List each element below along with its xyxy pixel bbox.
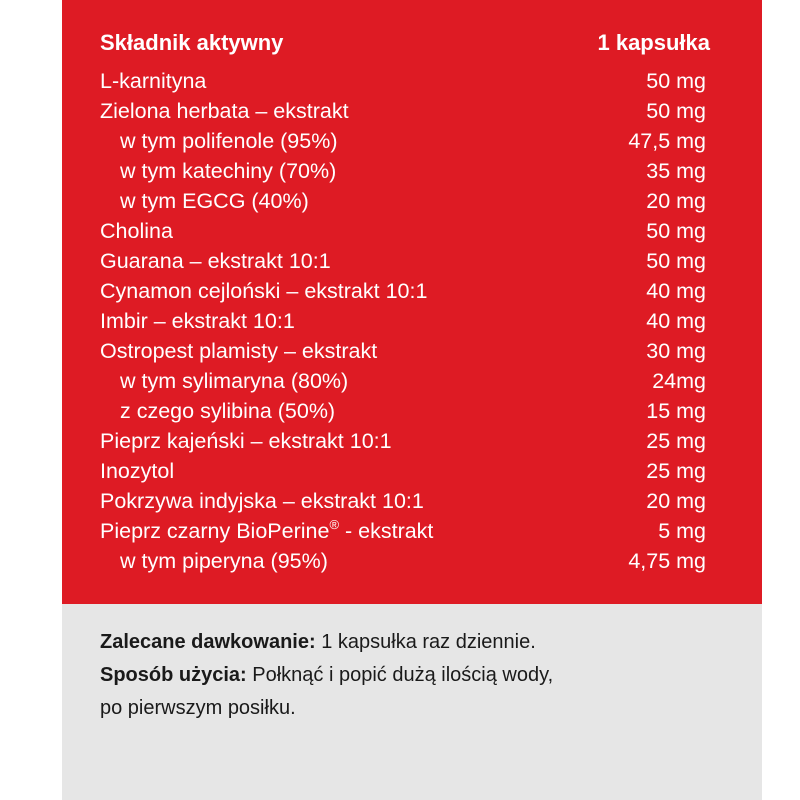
ingredient-name: L-karnityna xyxy=(100,69,207,93)
usage-line-2: po pierwszym posiłku. xyxy=(100,697,296,719)
table-row xyxy=(100,276,706,306)
table-row xyxy=(100,216,706,246)
dosage-text: 1 kapsułka raz dziennie. xyxy=(315,631,536,653)
ingredient-amount: 50 mg xyxy=(646,219,706,243)
table-row xyxy=(100,366,706,396)
ingredient-amount: 35 mg xyxy=(646,159,706,183)
ingredient-name: Zielona herbata – ekstrakt xyxy=(100,99,349,123)
table-row xyxy=(100,336,706,366)
ingredient-name: Guarana – ekstrakt 10:1 xyxy=(100,249,331,273)
ingredient-amount: 5 mg xyxy=(658,519,706,543)
ingredient-name: Pieprz kajeński – ekstrakt 10:1 xyxy=(100,429,392,453)
ingredient-amount: 40 mg xyxy=(646,309,706,333)
ingredients-panel xyxy=(62,0,762,604)
usage-line xyxy=(100,659,720,692)
ingredient-name: w tym katechiny (70%) xyxy=(120,159,337,183)
registered-trademark-mark: ® xyxy=(329,517,340,532)
ingredient-amount: 20 mg xyxy=(646,489,706,513)
instructions-text xyxy=(100,626,720,725)
table-row xyxy=(100,186,706,216)
ingredient-amount: 40 mg xyxy=(646,279,706,303)
ingredient-name: Inozytol xyxy=(100,459,175,483)
ingredient-amount: 24mg xyxy=(652,369,706,393)
table-row xyxy=(100,546,706,576)
ingredient-amount: 15 mg xyxy=(646,399,706,423)
ingredient-name: Pokrzywa indyjska – ekstrakt 10:1 xyxy=(100,489,424,513)
table-row xyxy=(100,156,706,186)
ingredient-name-suffix: - ekstrakt xyxy=(339,519,434,543)
ingredient-name: Ostropest plamisty – ekstrakt xyxy=(100,339,378,363)
ingredient-amount: 20 mg xyxy=(646,189,706,213)
table-row xyxy=(100,66,706,96)
ingredient-name: w tym piperyna (95%) xyxy=(120,549,328,573)
table-row xyxy=(100,246,706,276)
ingredient-amount: 50 mg xyxy=(646,69,706,93)
ingredient-amount: 47,5 mg xyxy=(628,129,706,153)
ingredient-name: z czego sylibina (50%) xyxy=(120,399,336,423)
table-row xyxy=(100,516,706,546)
ingredient-column-header: Składnik aktywny xyxy=(100,30,284,55)
ingredient-name: Cynamon cejloński – ekstrakt 10:1 xyxy=(100,279,428,303)
ingredient-name: w tym EGCG (40%) xyxy=(120,189,309,213)
ingredient-name: Imbir – ekstrakt 10:1 xyxy=(100,309,295,333)
ingredient-amount: 25 mg xyxy=(646,459,706,483)
table-row xyxy=(100,426,706,456)
instructions-panel xyxy=(62,604,762,800)
ingredient-amount: 25 mg xyxy=(646,429,706,453)
amount-column-header: 1 kapsułka xyxy=(597,30,710,55)
ingredient-amount: 50 mg xyxy=(646,249,706,273)
usage-text: Połknąć i popić dużą ilością wody, xyxy=(246,664,554,686)
ingredient-amount: 30 mg xyxy=(646,339,706,363)
ingredient-name: Cholina xyxy=(100,219,173,243)
dosage-label: Zalecane dawkowanie: xyxy=(100,631,316,653)
ingredient-name: w tym sylimaryna (80%) xyxy=(120,369,349,393)
table-row xyxy=(100,126,706,156)
ingredient-name: w tym polifenole (95%) xyxy=(120,129,338,153)
table-row xyxy=(100,486,706,516)
ingredient-amount: 50 mg xyxy=(646,99,706,123)
ingredients-table xyxy=(100,66,706,576)
table-row xyxy=(100,96,706,126)
ingredient-amount: 4,75 mg xyxy=(628,549,706,573)
ingredient-name xyxy=(100,516,433,546)
table-row xyxy=(100,396,706,426)
usage-label: Sposób użycia: xyxy=(100,664,247,686)
supplement-facts-label xyxy=(62,0,762,800)
table-header xyxy=(100,30,710,64)
dosage-line xyxy=(100,626,720,659)
table-row xyxy=(100,456,706,486)
table-row xyxy=(100,306,706,336)
ingredient-name-main: Pieprz czarny BioPerine xyxy=(100,519,330,543)
